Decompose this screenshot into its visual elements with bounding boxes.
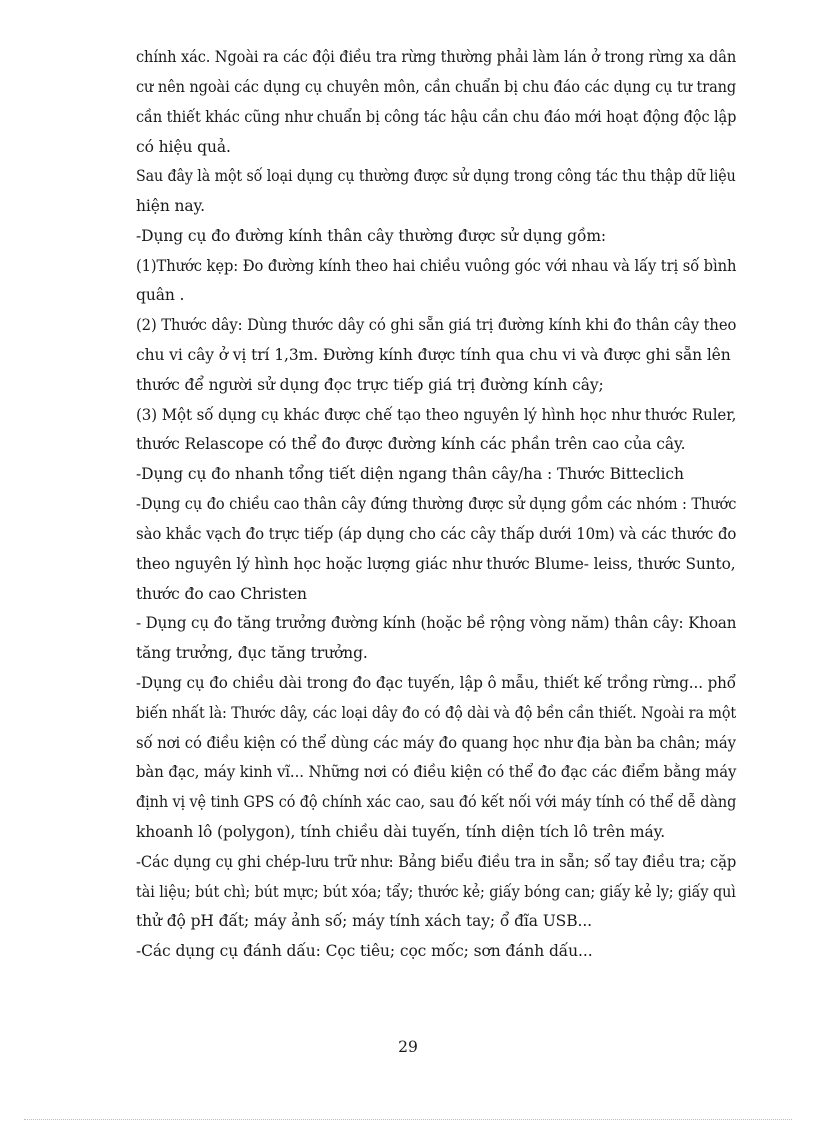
text-line: tài liệu; bút chì; bút mực; bút xóa; tẩy; thước kẻ; giấy bóng can; giấy kẻ ly; giấy quì: [136, 883, 736, 901]
text-line: -Dụng cụ đo đường kính thân cây thường được sử dụng gồm:: [136, 227, 607, 245]
text-line: - Dụng cụ đo tăng trưởng đường kính (hoặc bề rộng vòng năm) thân cây: Khoan: [136, 614, 737, 632]
page-bottom-rule: [24, 1119, 792, 1120]
text-line: thước Relascope có thể đo được đường kính các phần trên cao của cây.: [136, 435, 686, 453]
text-line: bàn đạc, máy kinh vĩ... Những nơi có điều kiện có thể đo đạc các điểm bằng máy: [136, 763, 737, 781]
text-line: thước để người sử dụng đọc trực tiếp giá trị đường kính cây;: [136, 376, 604, 394]
text-line: số nơi có điều kiện có thể dùng các máy đo quang học như địa bàn ba chân; máy: [136, 734, 736, 752]
text-line: hiện nay.: [136, 197, 205, 215]
text-line: cần thiết khác cũng như chuẩn bị công tác hậu cần chu đáo mới hoạt động độc lập: [136, 108, 737, 126]
text-line: (2) Thước dây: Dùng thước dây có ghi sẵn giá trị đường kính khi đo thân cây theo: [136, 316, 737, 334]
text-line: định vị vệ tinh GPS có độ chính xác cao, sau đó kết nối với máy tính có thể dễ dàng: [136, 793, 737, 811]
text-line: chu vi cây ở vị trí 1,3m. Đường kính được tính qua chu vi và được ghi sẵn lên: [136, 346, 731, 364]
text-line: thước đo cao Christen: [136, 585, 307, 603]
text-line: -Dụng cụ đo chiều cao thân cây đứng thường được sử dụng gồm các nhóm : Thước: [136, 495, 737, 513]
text-line: -Các dụng cụ ghi chép-lưu trữ như: Bảng biểu điều tra in sẵn; sổ tay điều tra; cặp: [136, 853, 737, 871]
text-line: quân .: [136, 286, 185, 304]
page-number: 29: [398, 1038, 418, 1056]
text-line: sào khắc vạch đo trực tiếp (áp dụng cho các cây thấp dưới 10m) và các thước đo: [136, 525, 737, 543]
text-line: biến nhất là: Thước dây, các loại dây đo có độ dài và độ bền cần thiết. Ngoài ra một: [136, 704, 737, 722]
text-line: -Dụng cụ đo chiều dài trong đo đạc tuyến, lập ô mẫu, thiết kế trồng rừng... phổ: [136, 674, 736, 692]
text-line: -Dụng cụ đo nhanh tổng tiết diện ngang thân cây/ha : Thước Bitteclich: [136, 465, 684, 483]
text-line: chính xác. Ngoài ra các đội điều tra rừng thường phải làm lán ở trong rừng xa dân: [136, 48, 737, 66]
text-line: tăng trưởng, đục tăng trưởng.: [136, 644, 368, 662]
text-line: có hiệu quả.: [136, 138, 231, 156]
text-line: khoanh lô (polygon), tính chiều dài tuyến, tính diện tích lô trên máy.: [136, 823, 666, 841]
text-line: (1)Thước kẹp: Đo đường kính theo hai chiều vuông góc với nhau và lấy trị số bình: [136, 257, 737, 275]
text-line: theo nguyên lý hình học hoặc lượng giác như thước Blume- leiss, thước Sunto,: [136, 555, 736, 573]
text-line: Sau đây là một số loại dụng cụ thường được sử dụng trong công tác thu thập dữ liệu: [136, 167, 736, 185]
text-line: (3) Một số dụng cụ khác được chế tạo theo nguyên lý hình học như thước Ruler,: [136, 406, 737, 424]
text-line: -Các dụng cụ đánh dấu: Cọc tiêu; cọc mốc; sơn đánh dấu...: [136, 942, 593, 960]
text-line: thử độ pH đất; máy ảnh số; máy tính xách tay; ổ đĩa USB...: [136, 912, 592, 930]
text-line: cư nên ngoài các dụng cụ chuyên môn, cần chuẩn bị chu đáo các dụng cụ tư trang: [136, 78, 737, 96]
